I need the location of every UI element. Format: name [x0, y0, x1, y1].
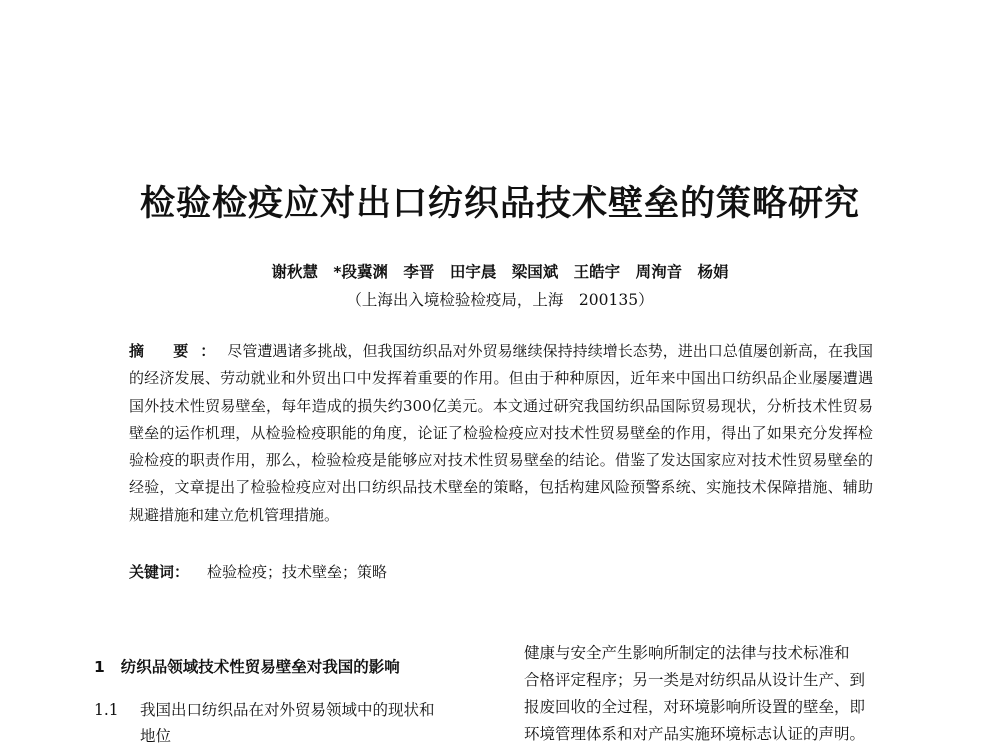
affiliation: （上海出入境检验检疫局，上海 200135）	[346, 291, 654, 309]
body-text-line: 合格评定程序；另一类是对纺织品从设计生产、到	[524, 671, 866, 689]
author-name: 王皓宇	[573, 263, 621, 281]
paper-title: 检验检疫应对出口纺织品技术壁垒的策略研究	[139, 184, 860, 224]
right-column-text	[524, 640, 916, 748]
author-name: *段冀渊	[333, 263, 388, 281]
subsection-title-line: 地位	[140, 727, 172, 745]
author-name: 杨娟	[697, 263, 729, 281]
author-name: 田宇晨	[449, 263, 497, 281]
section-number: 1	[94, 658, 105, 676]
subsection-heading	[94, 697, 504, 749]
author-name: 谢秋慧	[271, 263, 318, 281]
abstract	[129, 338, 873, 529]
body-text-line: 环境管理体系和对产品实施环境标志认证的声明。	[524, 725, 866, 743]
abstract-text: 尽管遭遇诸多挑战，但我国纺织品对外贸易继续保持持续增长态势，进出口总值屡创新高，在我国的经济发展、劳动就业和外贸出口中发挥着重要的作用。但由于种种原因，近年来中国出口纺织品企业屡屡遭遇国外技术性贸易壁垒，每年造成的损失约300亿美元。本文通过研究我国纺织品国际贸易现状，分析技术性贸易壁垒的运作机理，从检验检疫职能的角度，论证了检验检疫应对技术性贸易壁垒的作用，得出了如果充分发挥检验检疫的职责作用，那么，检验检疫是能够应对技术性贸易壁垒的结论。借鉴了发达国家应对技术性贸易壁垒的经验，文章提出了检验检疫应对出口纺织品技术壁垒的策略，包括构建风险预警系统、实施技术保障措施、辅助规避措施和建立危机管理措施。	[129, 342, 873, 524]
author-name: 梁国斌	[511, 263, 559, 281]
keywords-text: 检验检疫；技术壁垒；策略	[207, 563, 388, 581]
body-text-line: 健康与安全产生影响所制定的法律与技术标准和	[524, 644, 850, 662]
subsection-title-line: 我国出口纺织品在对外贸易领域中的现状和	[140, 701, 435, 719]
author-list	[0, 260, 1000, 282]
body-text-line: 报废回收的全过程，对环境影响所设置的壁垒，即	[524, 698, 866, 716]
keywords-label: 关键词：	[129, 563, 190, 581]
section-heading	[94, 655, 400, 677]
section-title: 纺织品领域技术性贸易壁垒对我国的影响	[120, 658, 400, 676]
author-name: 李晋	[403, 263, 435, 281]
author-name: 周洵音	[635, 263, 683, 281]
keywords	[129, 561, 873, 582]
subsection-number: 1.1	[94, 701, 119, 719]
abstract-label: 摘 要：	[129, 342, 228, 360]
